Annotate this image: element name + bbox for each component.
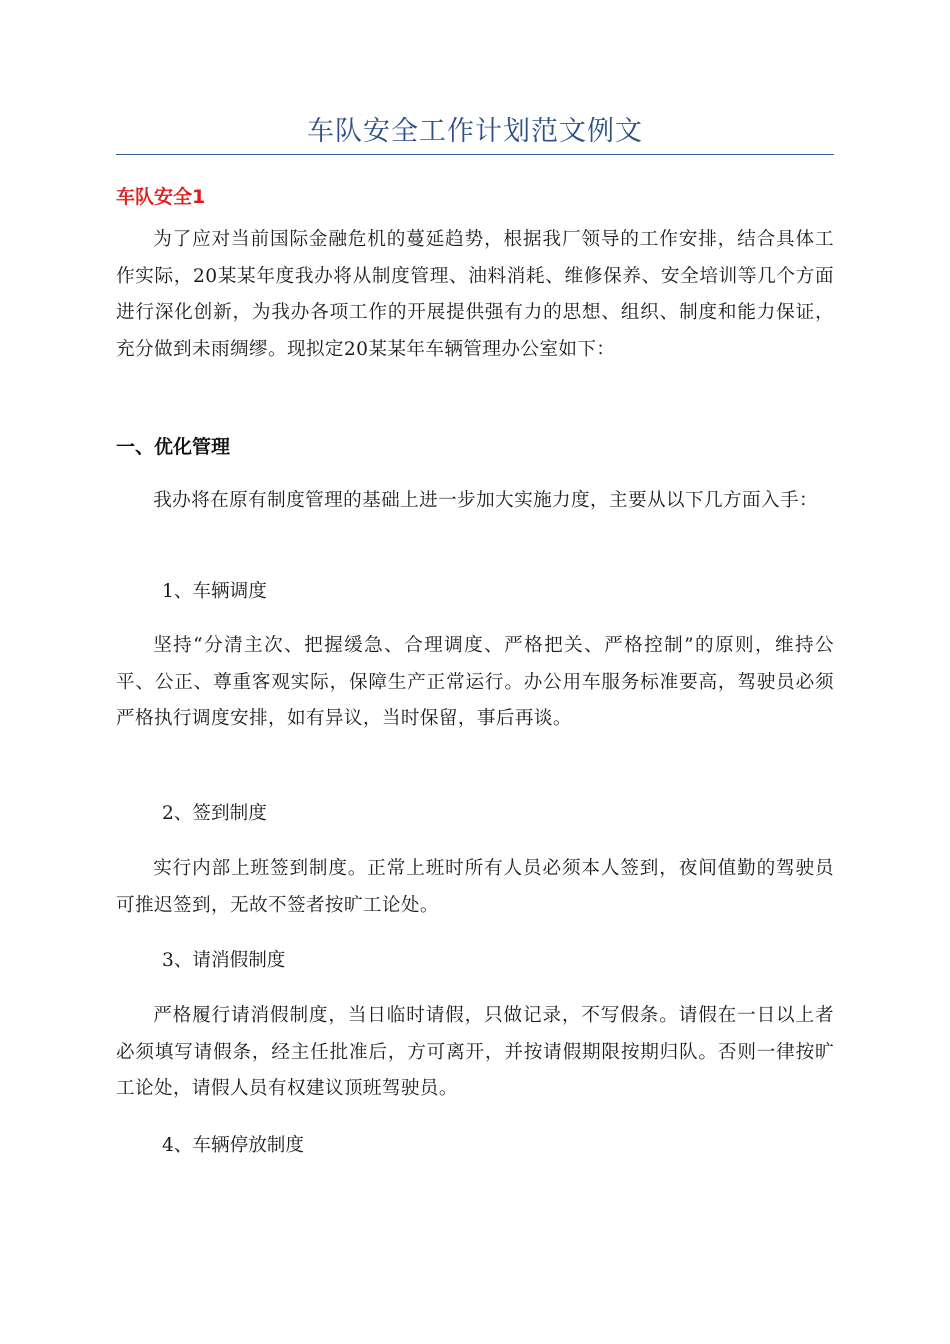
item-2-paragraph: 实行内部上班签到制度。正常上班时所有人员必须本人签到，夜间值勤的驾驶员可推迟签到，无故不签者按旷工论处。 [116,858,834,916]
item-3-paragraph: 严格履行请消假制度，当日临时请假，只做记录，不写假条。请假在一日以上者必须填写请假条，经主任批准后，方可离开，并按请假期限按期归队。否则一律按旷工论处，请假人员有权建议顶班驾驶员。 [116,1005,834,1099]
document-page [116,0,834,1344]
document-title: 车队安全工作计划范文例文 [307,116,643,147]
intro-paragraph: 为了应对当前国际金融危机的蔓延趋势，根据我厂领导的工作安排，结合具体工作实际，20某某年度我办将从制度管理、油料消耗、维修保养、安全培训等几个方面进行深化创新，为我办各项工作的开展提供强有力的思想、组织、制度和能力保证，充分做到未雨绸缪。现拟定20某某年车辆管理办公室如下： [116,229,834,360]
item-2-label: 2、签到制度 [162,803,267,824]
item-1-label: 1、车辆调度 [162,581,267,602]
item-3-label: 3、请消假制度 [162,950,286,971]
title-divider [116,154,834,155]
section-title: 车队安全1 [116,186,206,208]
heading-optimize-management: 一、优化管理 [116,436,231,458]
item-1-paragraph: 坚持“分清主次、把握缓急、合理调度、严格把关、严格控制”的原则，维持公平、公正、尊重客观实际，保障生产正常运行。办公用车服务标准要高，驾驶员必须严格执行调度安排，如有异议，当时保留，事后再谈。 [116,635,834,729]
item-4-label: 4、车辆停放制度 [162,1135,304,1156]
heading-1-paragraph: 我办将在原有制度管理的基础上进一步加大实施力度，主要从以下几方面入手： [153,490,818,511]
